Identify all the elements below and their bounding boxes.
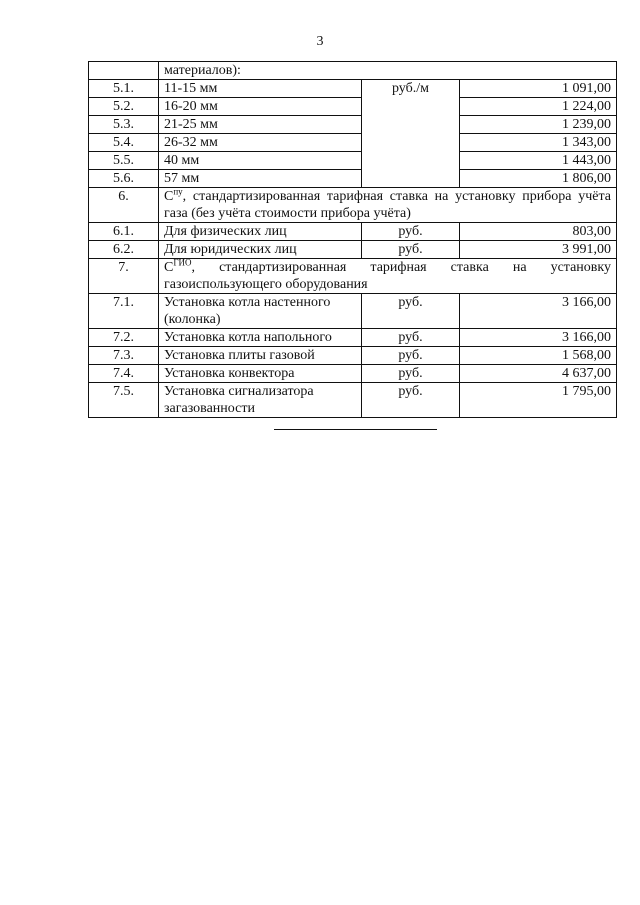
row-name: 11-15 мм	[159, 80, 362, 98]
row-name: Для физических лиц	[159, 223, 362, 241]
row-value: 4 637,00	[460, 365, 617, 383]
row-unit: руб.	[362, 365, 460, 383]
row-number: 7.3.	[89, 347, 159, 365]
table-row	[89, 365, 617, 383]
row-name: Установка конвектора	[159, 365, 362, 383]
section-header-row	[89, 259, 617, 294]
row-number: 5.5.	[89, 152, 159, 170]
table-row	[89, 294, 617, 329]
row-number: 7.4.	[89, 365, 159, 383]
row-number: 7.2.	[89, 329, 159, 347]
section-description-text: , стандартизированная тарифная ставка на установку прибора учёта газа (без учёта стоимости прибора учёта)	[164, 189, 611, 221]
row-name: 16-20 мм	[159, 98, 362, 116]
row-unit: руб.	[362, 329, 460, 347]
row-number: 5.2.	[89, 98, 159, 116]
row-value: 3 166,00	[460, 329, 617, 347]
row-name: Для юридических лиц	[159, 241, 362, 259]
row-value: 1 224,00	[460, 98, 617, 116]
tariff-table	[88, 61, 617, 418]
section-number: 7.	[89, 259, 159, 294]
row-value: 1 568,00	[460, 347, 617, 365]
table-row	[89, 98, 617, 116]
end-rule	[274, 429, 437, 430]
row-value: 1 343,00	[460, 134, 617, 152]
row-value: 1 443,00	[460, 152, 617, 170]
row-number: 5.4.	[89, 134, 159, 152]
table-row	[89, 223, 617, 241]
row-value: 1 795,00	[460, 383, 617, 418]
section-number: 6.	[89, 188, 159, 223]
row-unit: руб.	[362, 347, 460, 365]
row-number-cell	[89, 62, 159, 80]
row-number: 7.5.	[89, 383, 159, 418]
table-row	[89, 62, 617, 80]
row-name: 26-32 мм	[159, 134, 362, 152]
table-row	[89, 241, 617, 259]
table-row	[89, 80, 617, 98]
section-description-text: , стандартизированная тарифная ставка на установку газоиспользующего оборудования	[164, 260, 611, 292]
row-number: 5.6.	[89, 170, 159, 188]
row-unit: руб.	[362, 383, 460, 418]
table-row	[89, 170, 617, 188]
row-number: 5.3.	[89, 116, 159, 134]
table-row	[89, 347, 617, 365]
row-name: 57 мм	[159, 170, 362, 188]
table-row	[89, 134, 617, 152]
row-value: 1 239,00	[460, 116, 617, 134]
row-unit: руб.	[362, 294, 460, 329]
row-value: 3 166,00	[460, 294, 617, 329]
continuation-text: материалов):	[159, 62, 617, 80]
table-row	[89, 329, 617, 347]
row-value: 1 806,00	[460, 170, 617, 188]
row-name: 40 мм	[159, 152, 362, 170]
table-row	[89, 116, 617, 134]
row-unit: руб.	[362, 223, 460, 241]
row-value: 3 991,00	[460, 241, 617, 259]
row-number: 5.1.	[89, 80, 159, 98]
row-value: 803,00	[460, 223, 617, 241]
section-header-row	[89, 188, 617, 223]
row-name: Установка котла настенного (колонка)	[159, 294, 362, 329]
tariff-superscript: пу	[173, 186, 183, 197]
row-name: Установка котла напольного	[159, 329, 362, 347]
row-unit: руб./м	[362, 80, 460, 188]
tariff-superscript: ГИО	[173, 257, 192, 268]
page-number: 3	[316, 34, 324, 49]
tariff-symbol: С	[164, 260, 174, 275]
table-row	[89, 383, 617, 418]
row-unit: руб.	[362, 241, 460, 259]
section-description	[159, 259, 617, 294]
row-number: 6.1.	[89, 223, 159, 241]
row-number: 6.2.	[89, 241, 159, 259]
section-description	[159, 188, 617, 223]
row-name: Установка плиты газовой	[159, 347, 362, 365]
table-row	[89, 152, 617, 170]
row-name: 21-25 мм	[159, 116, 362, 134]
tariff-symbol: С	[164, 189, 174, 204]
row-number: 7.1.	[89, 294, 159, 329]
row-value: 1 091,00	[460, 80, 617, 98]
row-name: Установка сигнализатора загазованности	[159, 383, 362, 418]
